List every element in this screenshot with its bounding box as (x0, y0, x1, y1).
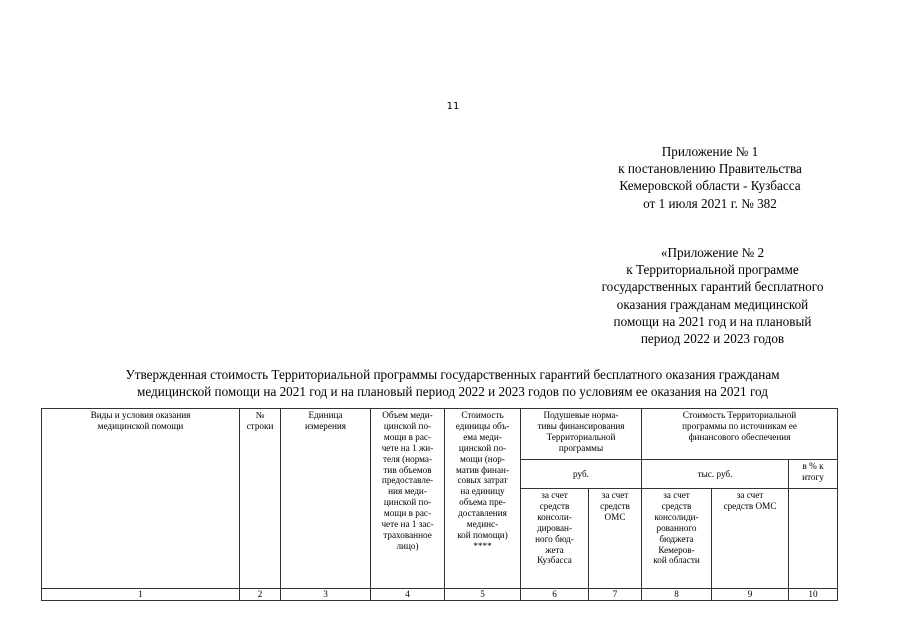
column-number: 9 (712, 589, 789, 601)
appendix-1-line: Кемеровской области - Кузбасса (619, 178, 801, 194)
header-oms-thousand-rub-text: за счет средств ОМС (723, 490, 777, 511)
header-unit-thousand-rub-text: тыс. руб. (697, 469, 733, 480)
header-unit-thousand-rub (642, 460, 789, 489)
header-unit-cost (445, 409, 521, 589)
column-number: 6 (521, 589, 589, 601)
column-number: 8 (642, 589, 712, 601)
header-unit-rub (521, 460, 642, 489)
header-row-number-text: № строки (246, 410, 274, 431)
header-row-number (240, 409, 281, 589)
title-line: Утвержденная стоимость Территориальной программы государственных гарантий бесплатного оказания гражданам (125, 367, 780, 382)
header-per-capita-normatives-text: Подушевые норма- тивы финансирования Территориальной программы (537, 410, 625, 453)
column-number: 1 (42, 589, 240, 601)
header-volume-text: Объем меди- цинской по- мощи в рас- чете на 1 жи- теля (норма- тив объемов предоставле- ния меди- цинской по- мощи в рас- чете на 1 зас- трахованное лицо) (381, 410, 434, 551)
column-number: 10 (789, 589, 838, 601)
cost-table (41, 408, 838, 601)
header-percent-total-text: в % к итогу (802, 461, 824, 482)
header-unit (281, 409, 371, 589)
appendix-2-line: период 2022 и 2023 годов (640, 331, 785, 347)
header-care-types-text: Виды и условия оказания медицинской помощи (90, 410, 191, 431)
column-number-row (42, 589, 838, 601)
appendix-1-block (585, 143, 835, 212)
appendix-2-block (575, 244, 850, 347)
column-number: 3 (281, 589, 371, 601)
header-unit-cost-text: Стоимость единицы объ- ема меди- цинской по- мощи (нор- матив финан- совых затрат на единицу объема пре- доставления мединс- кой помощи) **** (455, 410, 510, 551)
header-unit-text: Единица измерения (304, 410, 347, 431)
column-number: 4 (371, 589, 445, 601)
header-oms-thousand-rub (712, 489, 789, 589)
header-unit-rub-text: руб. (573, 469, 589, 480)
column-number: 5 (445, 589, 521, 601)
appendix-1-line: к постановлению Правительства (618, 161, 802, 177)
appendix-1-line: Приложение № 1 (661, 144, 759, 159)
header-consolidated-budget-kemerovo-text: за счет средств консолиди- рованного бюджета Кемеров- кой области (653, 490, 700, 566)
appendix-2-line: помощи на 2021 год и на плановый (613, 313, 812, 329)
header-percent-total (789, 460, 838, 489)
header-program-cost-text: Стоимость Территориальной программы по источникам ее финансового обеспечения (682, 410, 797, 442)
appendix-2-line: государственных гарантий бесплатного (601, 279, 824, 295)
header-percent-empty (789, 489, 838, 589)
title-line: медицинской помощи на 2021 год и на плановый период 2022 и 2023 годов по условиям ее оказания на 2021 год (137, 383, 768, 399)
column-number: 7 (589, 589, 642, 601)
header-per-capita-normatives (521, 409, 642, 460)
header-oms-rub (589, 489, 642, 589)
header-care-types (42, 409, 240, 589)
header-program-cost (642, 409, 838, 460)
appendix-2-line: оказания гражданам медицинской (616, 296, 809, 312)
page-number: 11 (446, 101, 460, 112)
header-consolidated-budget-kuzbass (521, 489, 589, 589)
header-volume (371, 409, 445, 589)
appendix-1-line: от 1 июля 2021 г. № 382 (643, 195, 777, 211)
header-consolidated-budget-kemerovo (642, 489, 712, 589)
appendix-2-line: к Территориальной программе (626, 262, 799, 278)
column-number: 2 (240, 589, 281, 601)
appendix-2-line: «Приложение № 2 (660, 245, 765, 260)
header-oms-rub-text: за счет средств ОМС (600, 490, 630, 522)
header-consolidated-budget-kuzbass-text: за счет средств консоли- дирован- ного бюд- жета Кузбасса (535, 490, 574, 566)
document-title (40, 367, 865, 400)
